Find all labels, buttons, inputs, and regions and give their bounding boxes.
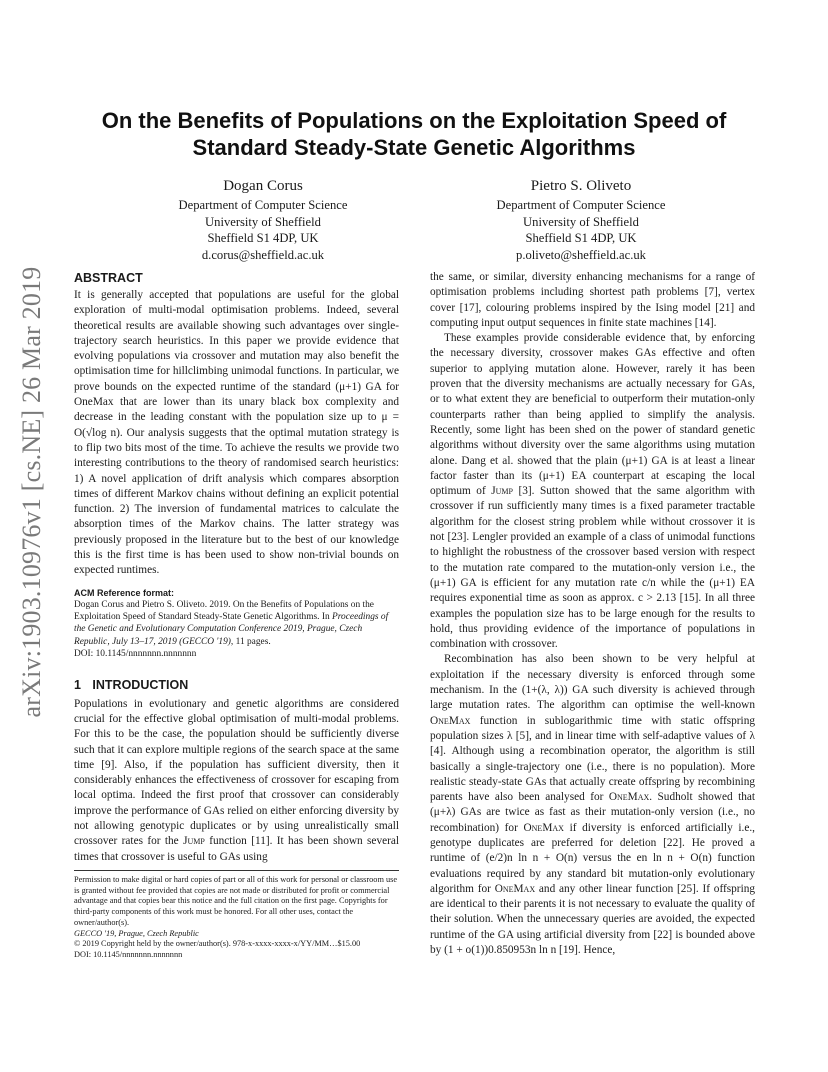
jump-function-name: Jump bbox=[491, 485, 513, 498]
copyright-notice: © 2019 Copyright held by the owner/author(s). 978-x-xxxx-xxxx-x/YY/MM…$15.00 bbox=[74, 939, 361, 949]
author-email[interactable]: d.corus@sheffield.ac.uk bbox=[201, 247, 325, 262]
intro-text-b: function [11]. It has been shown several times that crossover is useful to GAs using bbox=[74, 835, 400, 863]
author-name: Pietro S. Oliveto bbox=[530, 178, 632, 194]
author-university: University of Sheffield bbox=[205, 214, 321, 229]
arxiv-identifier-stamp bbox=[12, 266, 52, 718]
right-paragraph-1: the same, or similar, diversity enhancing mechanisms for a range of optimisation problems including shortest path problems [7], vertex cover [17], colouring problems inspired by the Ising model [21] and computing input output sequences in finite state machines [14]. bbox=[430, 271, 755, 329]
copyright-footnote bbox=[74, 870, 399, 961]
author-address: Sheffield S1 4DP, UK bbox=[525, 231, 637, 245]
para3-text-e: and any other linear function [25]. If offspring are identical to their parents it is not necessary to evaluate the quality of their solution. When the unnecessary queries are avoided, the expected runtime of the GA using artificial diversity from [22] is bounded above by (1 + o(1))0.850953n ln n [19]. Hence, bbox=[430, 882, 755, 957]
footnote-doi[interactable]: DOI: 10.1145/nnnnnnn.nnnnnnn bbox=[74, 949, 183, 959]
para3-text-d: if diversity is enforced artificially i.e., genotype duplicates are preferred for deletion [22]. He proved a runtime of (e/2)n ln n + O(n) versus the en ln n + O(n) function evaluations required by any standard bit mutation-only evolutionary algorithm for bbox=[430, 821, 755, 895]
author-address: Sheffield S1 4DP, UK bbox=[207, 231, 319, 245]
author-block-2 bbox=[466, 177, 696, 263]
author-department: Department of Computer Science bbox=[178, 198, 348, 212]
permission-notice: Permission to make digital or hard copies of part or all of this work for personal or classroom use is granted without fee provided that copies are not made or distributed for profit or commercial advantage and that copies bear this notice and the full citation on the first page. Copyrights for third-party components of this work must be honored. For all other uses, contact the owner/author(s). bbox=[74, 875, 398, 927]
right-paragraph-2 bbox=[430, 331, 755, 652]
onemax-function-name: OneMax bbox=[430, 714, 471, 727]
author-block-1 bbox=[148, 177, 378, 263]
intro-text-a: Populations in evolutionary and genetic algorithms are considered crucial for the effective global optimisation of multi-modal problems. For this to be the case, the population should be sufficiently diverse such that it can explore multiple regions of the search space at the same time [9]. Also, if the population has sufficient diversity, then it considerably enhances the effectiveness of crossover for escaping from local optima. Indeed the first proof that crossover can considerably improve the performance of GAs relied on either enforcing diversity by not allowing genotypic duplicates or by using unrealistically small crossover rates for the bbox=[74, 697, 399, 848]
author-name: Dogan Corus bbox=[223, 178, 303, 194]
author-department: Department of Computer Science bbox=[496, 198, 666, 212]
introduction-paragraph bbox=[74, 697, 399, 865]
acm-citation: Dogan Corus and Pietro S. Oliveto. 2019. On the Benefits of Populations on the Exploitation Speed of Standard Steady-State Genetic Algorithms. In bbox=[74, 599, 374, 623]
para2-text-a: These examples provide considerable evidence that, by enforcing the necessary diversity, crossover makes GAs effective and often superior to applying mutation alone. However, rarely it has been proven that the diversity mechanisms are actually necessary for GAs, or to what extent they are beneficial to outperform their mutation-only counterparts rather than being applied to simplify the analysis. Recently, some light has been shed on the power of standard genetic algorithms without diversity over the same algorithms using mutation alone. Dang et al. showed that the plain (μ+1) GA is at least a linear factor faster than its (μ+1) EA counterpart at escaping the local optimum of bbox=[430, 332, 755, 498]
acm-pages: 11 pages. bbox=[235, 636, 271, 647]
arxiv-identifier-text: arXiv:1903.10976v1 [cs.NE] 26 Mar 2019 bbox=[17, 266, 46, 718]
acm-doi[interactable]: DOI: 10.1145/nnnnnnn.nnnnnnn bbox=[74, 649, 197, 660]
right-column bbox=[430, 270, 755, 958]
onemax-function-name: OneMax bbox=[523, 821, 564, 834]
title-line-1: On the Benefits of Populations on the Exploitation Speed of bbox=[101, 108, 727, 133]
onemax-function-name: OneMax bbox=[494, 882, 536, 895]
acm-reference-heading: ACM Reference format: bbox=[74, 587, 175, 598]
author-university: University of Sheffield bbox=[523, 214, 639, 229]
paper-title bbox=[60, 107, 768, 161]
title-line-2: Standard Steady-State Genetic Algorithms bbox=[192, 135, 636, 160]
abstract-heading: ABSTRACT bbox=[74, 271, 143, 285]
right-paragraph-3 bbox=[430, 652, 755, 958]
abstract-text: It is generally accepted that populations are useful for the global exploration of multi-modal optimisation problems. Indeed, several theoretical results are available showing such advantages over single-trajectory search heuristics. In this paper we provide evidence that evolving populations via crossover and mutation may also benefit the optimisation time for hillclimbing unimodal functions. In particular, we prove bounds on the expected runtime of the standard (μ+1) GA for OneMax that are lower than its unary black box complexity and decrease in the leading constant with the population size up to μ = O(√log n). Our analysis suggests that the optimal mutation strategy is to flip two bits most of the time. To achieve the results we provide two interesting contributions to the theory of randomised search heuristics: 1) A novel application of drift analysis which compares absorption times of different Markov chains without defining an explicit potential function. 2) The inversion of fundamental matrices to calculate the absorption times of the Markov chains. The latter strategy was previously proposed in the literature but to the best of our knowledge this is the first time is has been used to show non-trivial bounds on expected runtimes. bbox=[74, 289, 399, 577]
onemax-function-name: OneMax bbox=[608, 791, 650, 804]
para3-text-c: . Sudholt showed that (μ+λ) GAs are twice as fast as their mutation-only version (i.e., no recombination) for bbox=[430, 791, 756, 834]
acm-reference-body bbox=[74, 599, 399, 661]
introduction-heading: 1 INTRODUCTION bbox=[74, 677, 189, 692]
para3-text-b: function in sublogarithmic time with static offspring population sizes λ [5], and in linear time with self-adaptive values of λ [4]. Although using a recombination operator, the algorithm is still basically a single-trajectory one (i.e., there is no population). More realistic steady-state GAs that actually create offspring by recombining parents have also been analysed for bbox=[430, 714, 755, 804]
conference-notice: GECCO '19, Prague, Czech Republic bbox=[74, 928, 199, 938]
para3-text-a: Recombination has also been shown to be very helpful at exploitation if the necessary diversity is enforced through some mechanism. In the (1+(λ, λ)) GA such diversity is achieved through large mutation rates. The algorithm can optimise the well-known bbox=[430, 653, 755, 712]
para2-text-b: [3]. Sutton showed that the same algorithm with crossover if run sufficiently many times is a fixed parameter tractable algorithm for the closest string problem while without crossover it is not [23]. Lengler provided an example of a class of unimodal functions to highlight the robustness of the crossover based version with respect to the mutation rate compared to the mutation-only version i.e., the (μ+1) GA is efficient for any mutation rate c/n while the (μ+1) EA requires exponential time as soon as approx. c > 2.13 [15]. In all three examples the population size has to be large enough for the results to hold, thus providing evidence of the importance of populations in combination with crossover. bbox=[430, 485, 756, 651]
author-email[interactable]: p.oliveto@sheffield.ac.uk bbox=[516, 247, 646, 262]
acm-venue: Proceedings of the Genetic and Evolutionary Computation Conference 2019, Prague, Czech Republic, July 13–17, 2019 (GECCO '19), bbox=[74, 612, 389, 647]
jump-function-name: Jump bbox=[183, 835, 205, 848]
left-column bbox=[74, 270, 399, 865]
